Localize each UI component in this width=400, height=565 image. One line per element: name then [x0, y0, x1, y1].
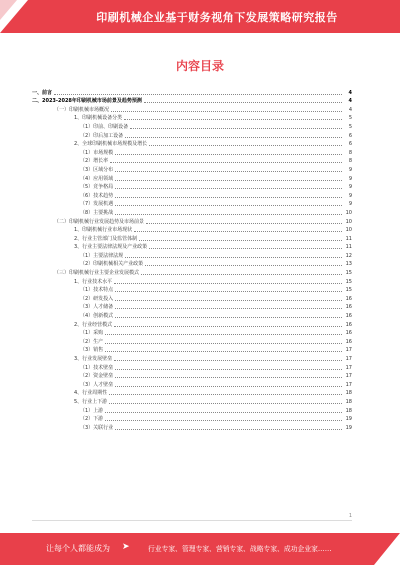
toc-dot-leader	[134, 231, 342, 232]
toc-entry-label: 1、印刷机械行业市场现状	[74, 227, 133, 234]
toc-entry-page: 13	[345, 261, 352, 268]
toc-entry[interactable]	[32, 319, 352, 328]
toc-dot-leader	[125, 137, 342, 138]
toc-entry-page: 17	[345, 373, 352, 380]
toc-entry-label: （2）下游	[80, 416, 104, 423]
toc-dot-leader	[124, 119, 342, 120]
toc-entry-page: 16	[345, 295, 352, 302]
toc-entry-label: （3）人才储备	[80, 304, 114, 311]
toc-entry[interactable]	[32, 405, 352, 414]
toc-entry[interactable]	[32, 310, 352, 319]
toc-entry-page: 5	[348, 123, 352, 130]
toc-entry-page: 16	[345, 313, 352, 320]
toc-entry-page: 9	[348, 192, 352, 199]
toc-entry-page: 10	[345, 227, 352, 234]
toc-entry-label: （1）采购	[80, 330, 104, 337]
toc-dot-leader	[125, 257, 342, 258]
toc-entry[interactable]	[32, 207, 352, 216]
toc-entry-page: 9	[348, 184, 352, 191]
toc-dot-leader	[115, 171, 342, 172]
toc-entry[interactable]	[32, 353, 352, 362]
toc-entry[interactable]	[32, 199, 352, 208]
toc-entry-page: 17	[345, 381, 352, 388]
toc-entry-page: 17	[345, 347, 352, 354]
toc-entry-label: （5）竞争格局	[80, 184, 114, 191]
toc-dot-leader	[139, 240, 342, 241]
toc-dot-leader	[115, 429, 342, 430]
toc-entry-page: 18	[345, 390, 352, 397]
toc-entry[interactable]	[32, 267, 352, 276]
toc-entry-label: （4）应用领域	[80, 175, 114, 182]
toc-entry[interactable]	[32, 259, 352, 268]
toc-entry-label: 2、行业主管部门及监管体制	[74, 235, 138, 242]
toc-entry-page: 17	[345, 356, 352, 362]
toc-dot-leader	[111, 111, 342, 112]
toc-entry-label: （1）市场规模	[80, 149, 114, 156]
toc-entry-label: （1）印前、印刷设备	[80, 123, 129, 130]
toc-entry-label: （2）印后加工设备	[80, 132, 124, 139]
toc-entry-label: （二）印刷机械行业发展趋势及市场前景	[54, 218, 145, 225]
toc-entry-label: （1）主要法律法规	[80, 252, 124, 259]
toc-entry-page: 16	[345, 321, 352, 328]
toc-entry[interactable]	[32, 414, 352, 423]
header-corner-accent	[0, 0, 17, 20]
toc-entry-page: 11	[345, 244, 352, 251]
toc-entry-label: 4、行业周期性	[74, 390, 108, 397]
toc-entry[interactable]	[32, 285, 352, 294]
toc-dot-leader	[115, 188, 342, 189]
toc-dot-leader	[115, 180, 342, 181]
toc-entry-label: （2）增长率	[80, 158, 109, 165]
toc-dot-leader	[144, 102, 342, 103]
toc-entry-page: 10	[345, 209, 352, 216]
toc-dot-leader	[115, 205, 342, 206]
toc-entry[interactable]	[32, 139, 352, 148]
toc-entry[interactable]	[32, 164, 352, 173]
toc-dot-leader	[54, 94, 342, 95]
toc-entry-label: 3、行业发展壁垒	[74, 356, 113, 362]
toc-entry[interactable]	[32, 379, 352, 388]
toc-entry-page: 16	[345, 330, 352, 337]
toc-entry-label: 3、行业主要法律法规及产业政策	[74, 244, 148, 251]
toc-entry[interactable]	[32, 388, 352, 397]
toc-dot-leader	[105, 343, 342, 344]
toc-entry-page: 9	[348, 201, 352, 208]
toc-entry-page: 18	[345, 407, 352, 414]
toc-entry[interactable]	[32, 371, 352, 380]
toc-entry-label: （3）关联行业	[80, 424, 114, 431]
toc-entry-label: 5、行业上下游	[74, 398, 108, 405]
toc-dot-leader	[115, 386, 342, 387]
toc-dot-leader	[149, 248, 342, 249]
toc-entry-page: 4	[348, 89, 352, 96]
toc-dot-leader	[105, 351, 342, 352]
toc-entry-page: 8	[348, 149, 352, 156]
toc-entry[interactable]	[32, 130, 352, 139]
toc-entry-page: 9	[348, 175, 352, 182]
toc-dot-leader	[115, 291, 342, 292]
toc-entry-page: 15	[345, 278, 352, 285]
toc-entry-label: （一）印刷机械市场概况	[54, 106, 110, 113]
toc-entry-page: 5	[348, 115, 352, 122]
toc-dot-leader	[115, 197, 342, 198]
toc-entry-page: 12	[345, 252, 352, 259]
toc-entry[interactable]	[32, 173, 352, 182]
toc-entry[interactable]	[32, 96, 352, 105]
toc-entry[interactable]	[32, 293, 352, 302]
toc-entry-label: （4）创新模式	[80, 313, 114, 320]
toc-entry-label: （3）人才壁垒	[80, 381, 114, 388]
toc-dot-leader	[115, 369, 342, 370]
toc-entry[interactable]	[32, 156, 352, 165]
toc-entry[interactable]	[32, 336, 352, 345]
toc-entry-label: （7）发展机遇	[80, 201, 114, 208]
toc-dot-leader	[146, 223, 342, 224]
toc-entry[interactable]	[32, 225, 352, 234]
toc-entry[interactable]	[32, 396, 352, 405]
toc-entry[interactable]	[32, 233, 352, 242]
toc-entry[interactable]	[32, 87, 352, 96]
toc-entry-label: 1、印刷机械设备分类	[74, 115, 123, 122]
toc-entry[interactable]	[32, 182, 352, 191]
footer-slogan: 让每个人都能成为	[46, 544, 110, 553]
toc-entry-page: 16	[345, 304, 352, 311]
toc-entry-label: （6）技术趋势	[80, 192, 114, 199]
toc-dot-leader	[109, 394, 342, 395]
toc-entry-page: 19	[345, 416, 352, 423]
toc-dot-leader	[115, 154, 342, 155]
toc-entry-page: 15	[345, 270, 352, 277]
toc-dot-leader	[145, 265, 342, 266]
toc-dot-leader	[105, 420, 342, 421]
toc-entry-label: （1）上游	[80, 407, 104, 414]
page-number: 1	[348, 513, 352, 519]
toc-entry-label: 1、行业技术水平	[74, 278, 113, 285]
toc-dot-leader	[130, 128, 342, 129]
toc-entry-label: （3）区域分布	[80, 166, 114, 173]
toc-entry-label: （2）研发投入	[80, 295, 114, 302]
toc-dot-leader	[105, 412, 342, 413]
toc-entry-label: 2、全球印刷机械市场规模及增长	[74, 141, 148, 148]
toc-entry-label: 二、2023-2028年印刷机械市场前景及趋势预测	[32, 98, 142, 105]
toc-entry[interactable]	[32, 216, 352, 225]
toc-entry[interactable]	[32, 113, 352, 122]
toc-entry-label: （2）印刷机械相关产业政策	[80, 261, 144, 268]
toc-entry-page: 9	[348, 166, 352, 173]
arrow-icon: ➤	[122, 542, 130, 552]
toc-entry[interactable]	[32, 422, 352, 431]
table-of-contents	[32, 87, 352, 431]
toc-entry-page: 15	[345, 287, 352, 294]
toc-entry-label: （1）技术特点	[80, 287, 114, 294]
toc-entry-label: （2）资金壁垒	[80, 373, 114, 380]
footer-divider	[32, 520, 352, 521]
toc-entry-label: （3）销售	[80, 347, 104, 354]
toc-dot-leader	[115, 214, 342, 215]
toc-entry-page: 11	[345, 235, 352, 242]
toc-dot-leader	[115, 300, 342, 301]
toc-entry-label: （2）生产	[80, 338, 104, 345]
toc-entry-label: 2、行业经营模式	[74, 321, 113, 328]
toc-entry-label: （1）技术壁垒	[80, 364, 114, 371]
toc-entry[interactable]	[32, 276, 352, 285]
toc-entry-label: （8）主要挑战	[80, 209, 114, 216]
toc-entry-page: 10	[345, 218, 352, 225]
toc-entry[interactable]	[32, 362, 352, 371]
toc-entry-page: 4	[348, 106, 352, 113]
toc-entry-label: 一、前言	[32, 89, 53, 96]
toc-dot-leader	[105, 334, 342, 335]
toc-entry[interactable]	[32, 242, 352, 251]
toc-entry-page: 16	[345, 338, 352, 345]
toc-dot-leader	[115, 377, 342, 378]
toc-dot-leader	[109, 403, 342, 404]
footer-roles: 行业专家、管理专家、营销专家、战略专家、成功企业家……	[148, 545, 332, 553]
toc-heading: 内容目录	[175, 59, 224, 73]
toc-entry-page: 4	[348, 98, 352, 105]
page-footer-banner	[0, 533, 400, 565]
report-title: 印刷机械企业基于财务视角下发展策略研究报告	[96, 11, 338, 24]
toc-dot-leader	[149, 145, 342, 146]
toc-entry[interactable]	[32, 302, 352, 311]
page-header-banner	[0, 0, 400, 33]
toc-entry-page: 6	[348, 132, 352, 139]
toc-entry[interactable]	[32, 345, 352, 354]
toc-entry-page: 8	[348, 158, 352, 165]
toc-entry[interactable]	[32, 250, 352, 259]
toc-dot-leader	[114, 326, 342, 327]
toc-entry[interactable]	[32, 147, 352, 156]
toc-entry[interactable]	[32, 190, 352, 199]
toc-entry-page: 17	[345, 364, 352, 371]
toc-dot-leader	[114, 283, 342, 284]
toc-dot-leader	[141, 274, 342, 275]
toc-dot-leader	[115, 317, 342, 318]
toc-entry-page: 6	[348, 141, 352, 148]
toc-entry[interactable]	[32, 104, 352, 113]
toc-entry[interactable]	[32, 121, 352, 130]
toc-dot-leader	[110, 162, 342, 163]
footer-corner-decoration	[374, 533, 400, 565]
toc-entry-page: 19	[345, 424, 352, 431]
toc-entry-label: （三）印刷机械行业主要企业发展模式	[54, 270, 140, 277]
toc-dot-leader	[114, 360, 342, 361]
toc-entry-page: 18	[345, 398, 352, 405]
toc-entry[interactable]	[32, 328, 352, 337]
toc-dot-leader	[115, 308, 342, 309]
